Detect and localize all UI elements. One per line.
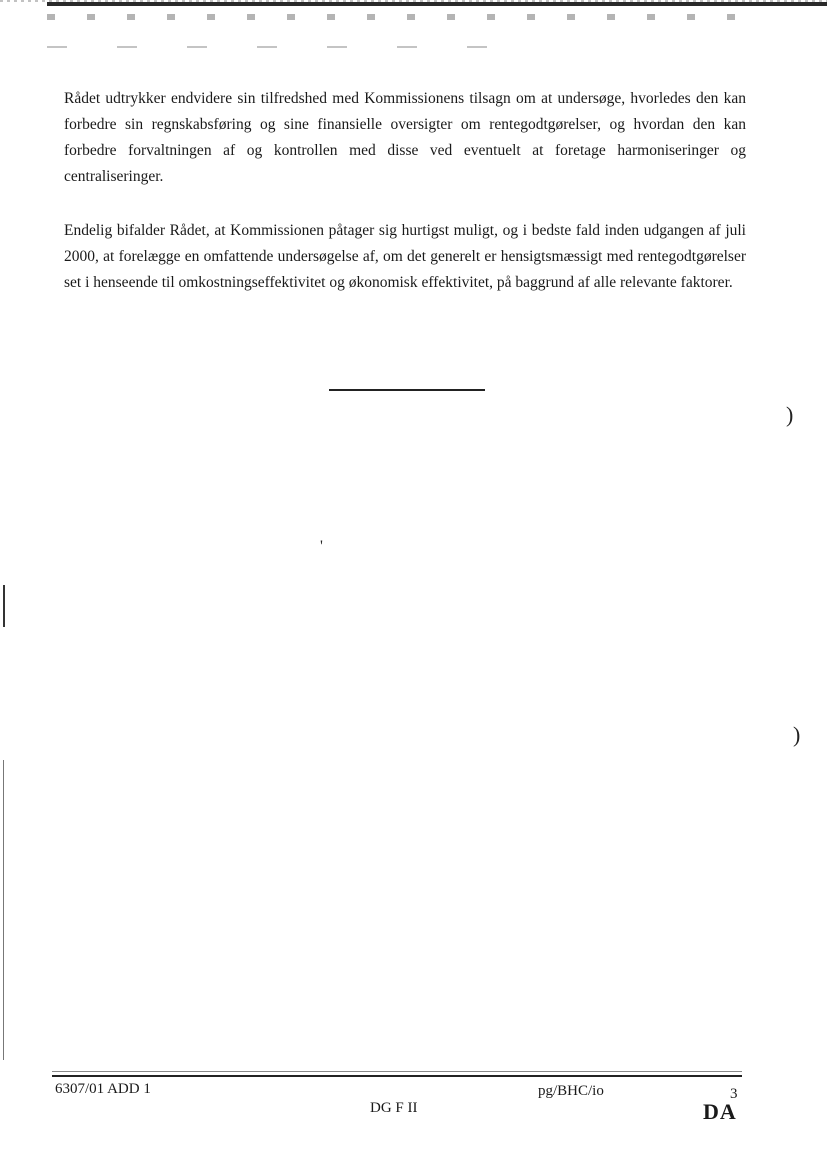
footer-rule	[52, 1075, 742, 1077]
scan-artifact-top-bar	[47, 2, 827, 6]
scan-artifact-hole-mark-upper: )	[786, 402, 794, 427]
scan-artifact-speck: '	[320, 538, 323, 555]
footer-rule-thin	[52, 1071, 742, 1072]
scan-artifact-left-edge-faint	[3, 760, 4, 1060]
scan-artifact-dashes-lower	[47, 46, 497, 48]
scan-artifact-left-edge	[3, 585, 5, 627]
scan-artifact-hole-mark-lower: )	[793, 722, 801, 747]
document-body	[64, 86, 746, 324]
footer-directorate: DG F II	[370, 1100, 418, 1116]
footer-initials: pg/BHC/io	[538, 1083, 604, 1099]
paragraph-2: Endelig bifalder Rådet, at Kommissionen påtager sig hurtigst muligt, og i bedste fald inden udgangen af juli 2000, at forelægge en omfattende undersøgelse af, om det generelt er hensigtsmæssigt med rentegodtgørelser set i henseende til omkostningseffektivitet og økonomisk effektivitet, på baggrund af alle relevante faktorer.	[64, 222, 746, 291]
end-separator-line	[329, 389, 485, 391]
footer-page-number: 3	[730, 1086, 738, 1102]
paragraph-1: Rådet udtrykker endvidere sin tilfredshed med Kommissionens tilsagn om at undersøge, hvorledes den kan forbedre sin regnskabsføring og sine finansielle oversigter om rentegodtgørelser, og hvordan den kan forbedre forvaltningen af og kontrollen med disse ved eventuelt at foretage harmoniseringer og centraliseringer.	[64, 90, 746, 185]
footer-document-reference: 6307/01 ADD 1	[55, 1081, 151, 1097]
footer-language-code: DA	[703, 1099, 737, 1124]
scan-artifact-dashes	[47, 14, 747, 20]
